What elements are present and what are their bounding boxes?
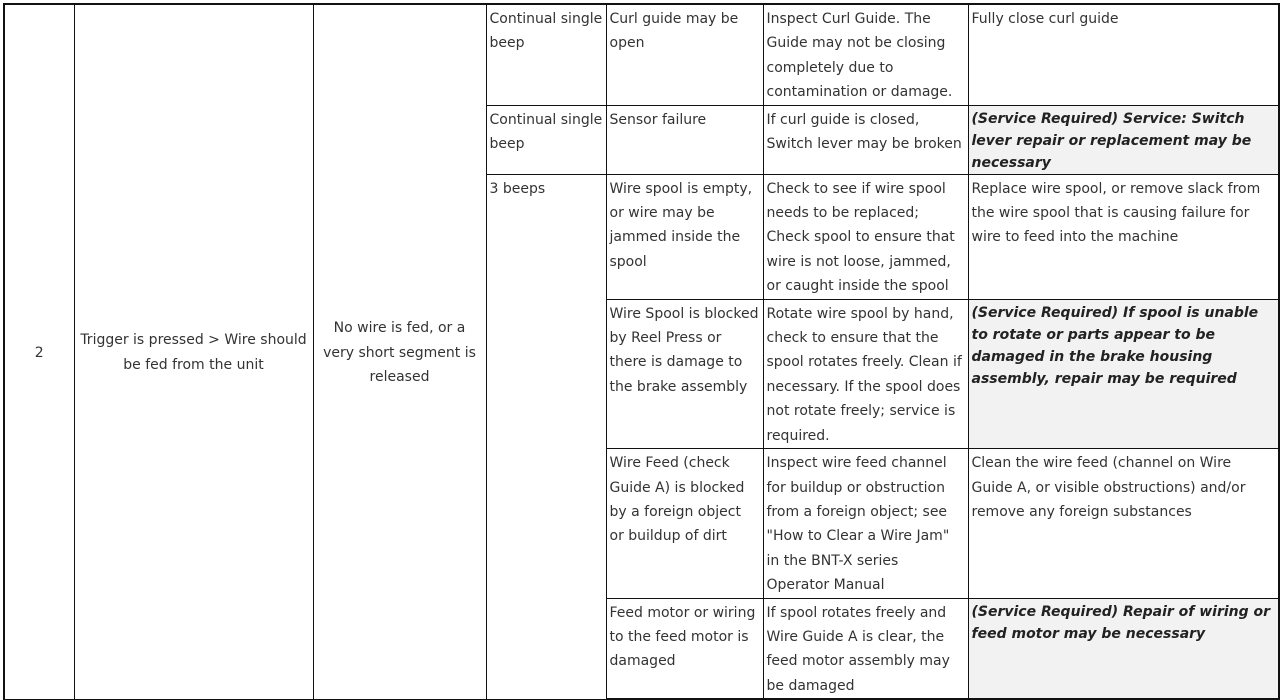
cause-cell: Sensor failure xyxy=(606,105,763,174)
cause-cell: Curl guide may be open xyxy=(606,4,763,105)
remedy-cell: Replace wire spool, or remove slack from the wire spool that is causing failure for wire to feed into the machine xyxy=(968,174,1279,299)
table-row xyxy=(4,4,1279,105)
remedy-cell-service: (Service Required) If spool is unable to rotate or parts appear to be damaged in the brake housing assembly, repair may be required xyxy=(968,299,1279,448)
check-cell: If curl guide is closed, Switch lever may be broken xyxy=(763,105,968,174)
check-cell: Inspect wire feed channel for buildup or obstruction from a foreign object; see "How to Clear a Wire Jam" in the BNT-X series Operator Manual xyxy=(763,449,968,598)
cause-cell: Wire Spool is blocked by Reel Press or there is damage to the brake assembly xyxy=(606,299,763,448)
check-cell: Inspect Curl Guide. The Guide may not be closing completely due to contamination or damage. xyxy=(763,4,968,105)
remedy-cell: Fully close curl guide xyxy=(968,4,1279,105)
symptom-cell: No wire is fed, or a very short segment is released xyxy=(313,4,486,699)
remedy-cell-service: (Service Required) Service: Switch lever repair or replacement may be necessary xyxy=(968,105,1279,174)
check-cell: Rotate wire spool by hand, check to ensure that the spool rotates freely. Clean if necessary. If the spool does not rotate freely; service is required. xyxy=(763,299,968,448)
indicator-cell: Continual single beep xyxy=(486,4,606,105)
indicator-cell: 3 beeps xyxy=(486,174,606,699)
remedy-cell: Clean the wire feed (channel on Wire Guide A, or visible obstructions) and/or remove any foreign substances xyxy=(968,449,1279,598)
check-cell: If spool rotates freely and Wire Guide A is clear, the feed motor assembly may be damaged xyxy=(763,598,968,699)
remedy-cell-service: (Service Required) Repair of wiring or feed motor may be necessary xyxy=(968,598,1279,699)
check-cell: Check to see if wire spool needs to be replaced; Check spool to ensure that wire is not loose, jammed, or caught inside the spool xyxy=(763,174,968,299)
cause-cell: Wire spool is empty, or wire may be jammed inside the spool xyxy=(606,174,763,299)
indicator-cell: Continual single beep xyxy=(486,105,606,174)
cause-cell: Wire Feed (check Guide A) is blocked by a foreign object or buildup of dirt xyxy=(606,449,763,598)
troubleshooting-table xyxy=(3,3,1280,700)
cause-cell: Feed motor or wiring to the feed motor is damaged xyxy=(606,598,763,699)
step-number: 2 xyxy=(4,4,74,699)
action-cell: Trigger is pressed > Wire should be fed from the unit xyxy=(74,4,313,699)
